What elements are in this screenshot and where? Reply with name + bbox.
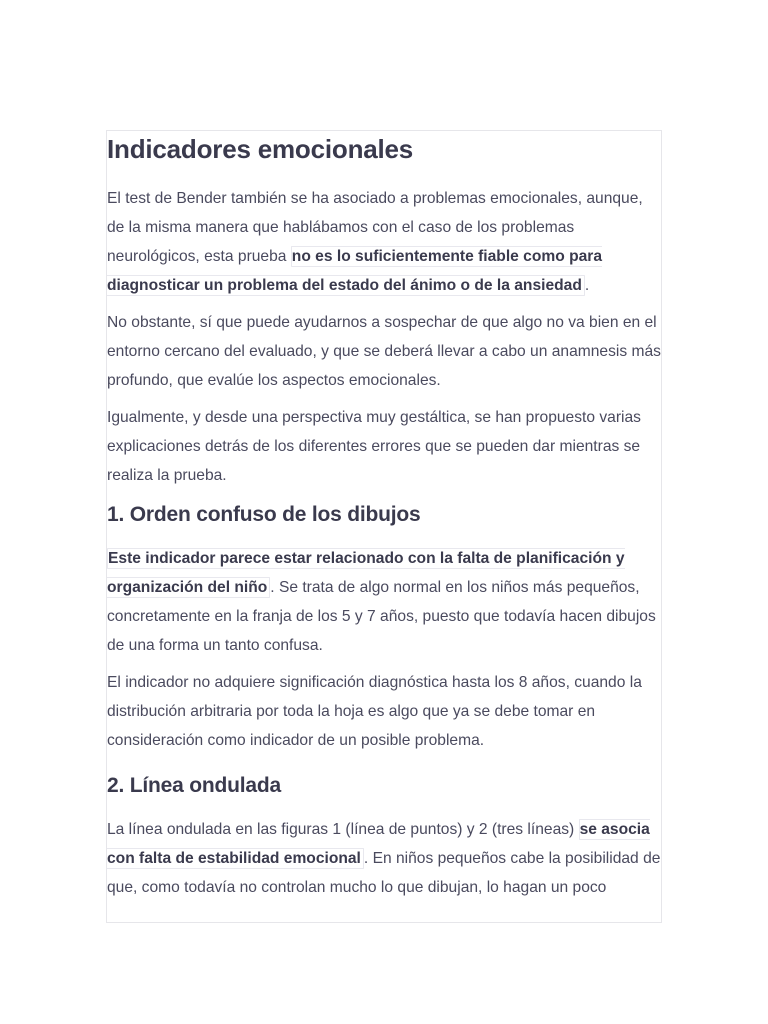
paragraph-text: El test de Bender también se ha asociado a problemas emocionales, aunque, de la misma manera que hablábamos con el caso de los problemas neurológicos, esta prueba [107,190,643,265]
paragraph-gestalt: Igualmente, y desde una perspectiva muy gestáltica, se han propuesto varias explicaciones detrás de los diferentes errores que se pueden dar mientras se realiza la prueba. [107,409,641,484]
section-heading-orden-confuso: 1. Orden confuso de los dibujos [107,503,421,526]
highlighted-text: Este indicador parece estar relacionado con la falta de planificación y organización del niño [107,550,625,596]
article-content [107,130,663,923]
paragraph-orden-confuso [107,544,663,660]
paragraph-text: . Se trata de algo normal en los niños más pequeños, concretamente en la franja de los 5 y 7 años, puesto que todavía hacen dibujos de una forma un tanto confusa. [107,579,656,654]
paragraph-text: La línea ondulada en las figuras 1 (línea de puntos) y 2 (tres líneas) [107,821,579,838]
highlighted-text: no es lo suficientemente fiable como para diagnosticar un problema del estado del ánimo o de la ansiedad [107,248,603,294]
section-heading-linea-ondulada: 2. Línea ondulada [107,774,281,797]
highlighted-text: se asocia con falta de estabilidad emocional [107,821,650,867]
paragraph-text: . En niños pequeños cabe la posibilidad de que, como todavía no controlan mucho lo que dibujan, lo hagan un poco [107,850,661,896]
article-title: Indicadores emocionales [107,134,414,164]
paragraph-anamnesis: No obstante, sí que puede ayudarnos a sospechar de que algo no va bien en el entorno cercano del evaluado, y que se deberá llevar a cabo un anamnesis más profundo, que evalúe los aspectos emocionales. [107,314,661,389]
paragraph-significacion: El indicador no adquiere significación diagnóstica hasta los 8 años, cuando la distribución arbitraria por toda la hoja es algo que ya se debe tomar en consideración como indicador de un posible problema. [107,674,642,749]
paragraph-intro [107,184,663,300]
paragraph-text: . [584,277,590,294]
paragraph-linea-ondulada [107,815,663,902]
